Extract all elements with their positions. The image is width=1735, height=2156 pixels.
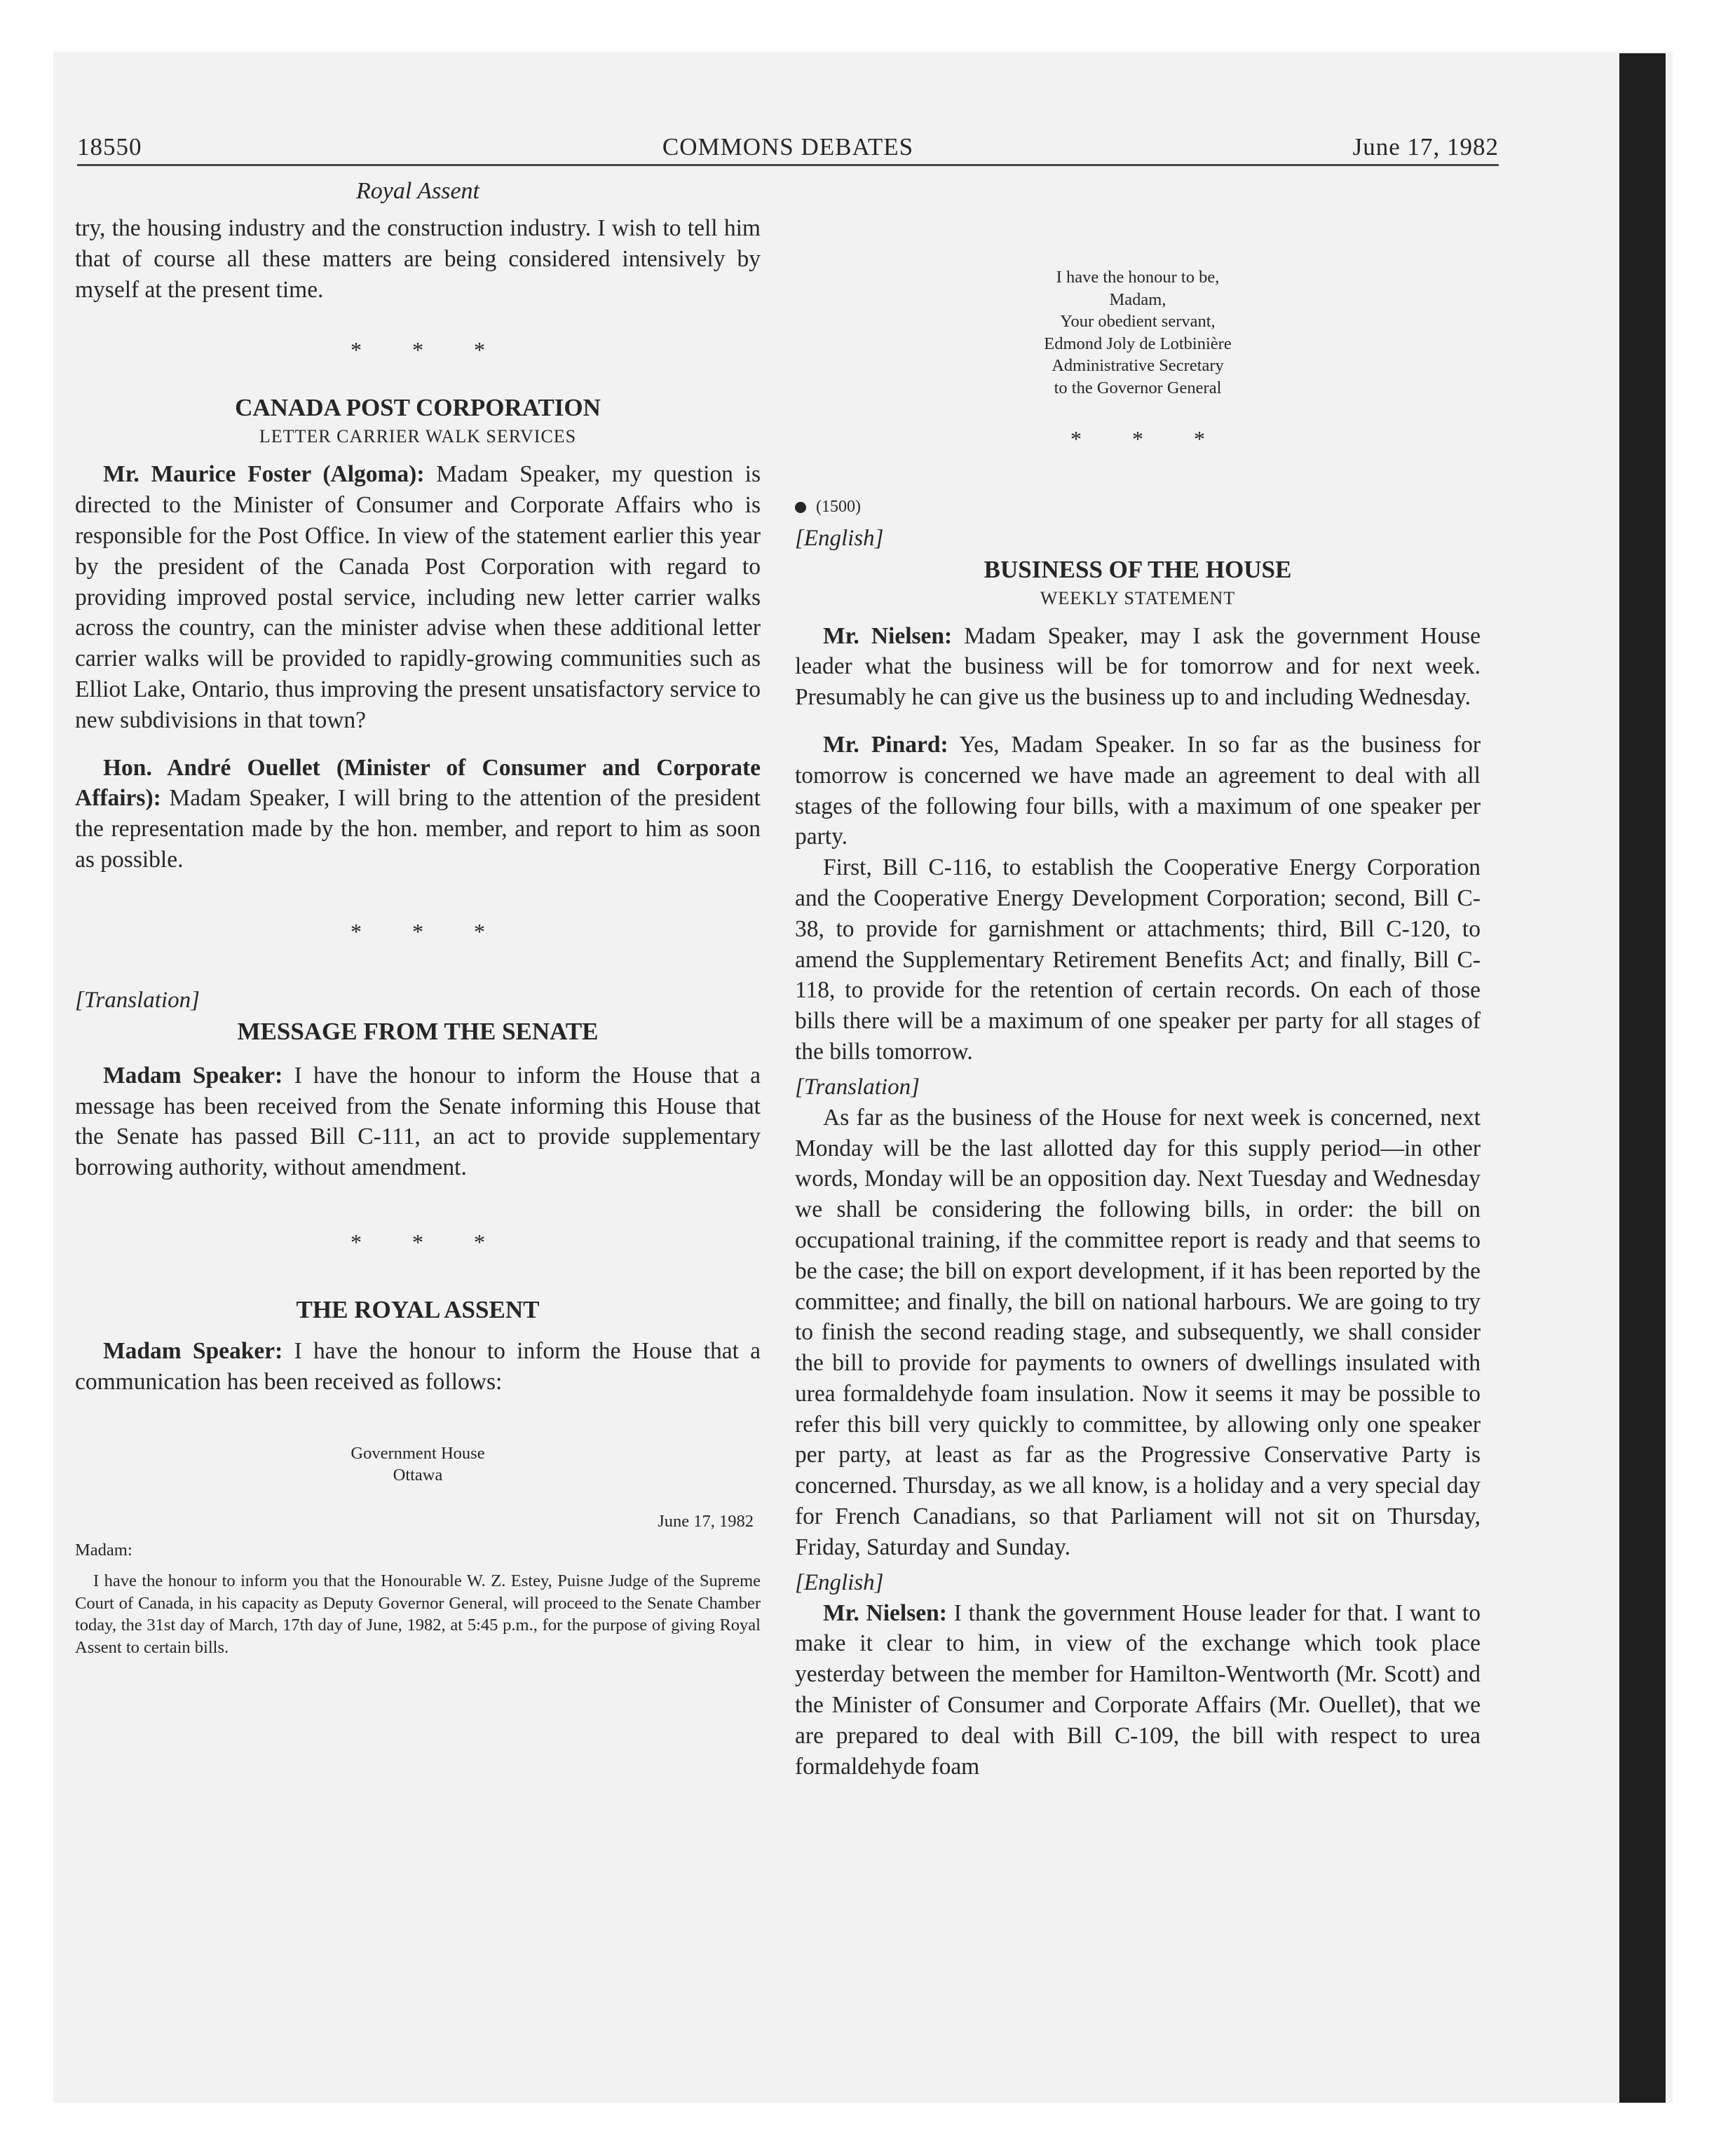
subsection-heading: LETTER CARRIER WALK SERVICES <box>259 426 577 447</box>
language-tag: [English] <box>795 1569 884 1595</box>
speech-paragraph <box>795 730 1481 852</box>
paragraph: try, the housing industry and the construction industry. I wish to tell him that of course all these matters are being considered intensively by myself at the present time. <box>75 215 761 303</box>
speech-paragraph <box>75 753 761 875</box>
speaker-name: Mr. Maurice Foster (Algoma): <box>103 461 425 488</box>
section-separator: * * * <box>351 1229 508 1255</box>
letter-closing: Madam, <box>1109 289 1166 309</box>
issue-date: June 17, 1982 <box>1352 133 1499 161</box>
section-heading: THE ROYAL ASSENT <box>296 1295 540 1323</box>
running-head: Royal Assent <box>356 178 479 204</box>
section-separator: * * * <box>351 918 508 944</box>
speech-text: I thank the government House leader for that. I want to make it clear to him, in view of the exchange which took place yesterday between the member for Hamilton-Wentworth (Mr. Scott) and the Minister of Consumer and Corporate Affairs (Mr. Ouellet), that we are prepared to deal with Bill C-109, the bill with respect to urea formaldehyde foam <box>795 1599 1481 1780</box>
letter-signatory: Edmond Joly de Lotbinière <box>1044 334 1232 353</box>
right-column <box>795 266 1481 1782</box>
language-tag: [English] <box>795 525 884 551</box>
letter-address: Government House <box>351 1443 485 1463</box>
speaker-name: Madam Speaker: <box>103 1062 283 1089</box>
letter-salutation: Madam: <box>75 1541 132 1560</box>
section-separator: * * * <box>1070 425 1227 451</box>
speech-paragraph <box>75 459 761 735</box>
letter-closing: Your obedient servant, <box>1060 312 1216 332</box>
section-heading: MESSAGE FROM THE SENATE <box>237 1017 599 1045</box>
letter-closing: to the Governor General <box>1054 378 1222 397</box>
left-column <box>75 177 761 1658</box>
speech-paragraph <box>75 1060 761 1183</box>
speech-paragraph <box>75 1336 761 1398</box>
paragraph: First, Bill C-116, to establish the Cooperative Energy Corporation and the Cooperative Energy Development Corporation; second, Bill C-38, to provide for garnishment or attachments; third, Bill C-120, to amend the Supplementary Retirement Benefits Act; and finally, Bill C-118, to provide for the retention of certain records. On each of those bills there will be a maximum of one speaker per party for all stages of the bills tomorrow. <box>795 854 1481 1065</box>
speaker-name: Mr. Nielsen: <box>823 622 953 649</box>
section-heading: CANADA POST CORPORATION <box>235 394 601 422</box>
speech-paragraph <box>795 1598 1481 1782</box>
letter-date: June 17, 1982 <box>658 1511 754 1531</box>
speech-text: Madam Speaker, may I ask the government House leader what the business will be for tomorrow and for next week. Presumably he can give us the business up to and including Wednesday. <box>795 622 1481 711</box>
speaker-name: Mr. Pinard: <box>823 731 948 758</box>
speech-text: Madam Speaker, my question is directed to the Minister of Consumer and Corporate Affairs who is responsible for the Post Office. In view of the statement earlier this year by the president of the Canada Post Corporation with regard to providing improved postal service, including new letter carrier walks across the country, can the minister advise when these additional letter carrier walks will be provided to rapidly-growing communities such as Elliot Lake, Ontario, thus improving the present unsatisfactory service to new subdivisions in that town? <box>75 461 761 733</box>
time-marker-text: (1500) <box>816 497 861 516</box>
section-separator: * * * <box>351 337 508 363</box>
subsection-heading: WEEKLY STATEMENT <box>1040 587 1236 608</box>
letter-closing: I have the honour to be, <box>1056 268 1220 287</box>
letter-closing: Administrative Secretary <box>1052 356 1224 376</box>
letter-body: I have the honour to inform you that the Honourable W. Z. Estey, Puisne Judge of the Supreme Court of Canada, in his capacity as Deputy Governor General, will proceed to the Senate Chamber today, the 31st day of March, 17th day of June, 1982, at 5:45 p.m., for the purpose of giving Royal Assent to certain bills. <box>75 1571 761 1657</box>
speech-text: Madam Speaker, I will bring to the attention of the president the representation made by the hon. member, and report to him as soon as possible. <box>75 785 761 873</box>
publication-title: COMMONS DEBATES <box>662 133 914 161</box>
speech-text: I have the honour to inform the House that a communication has been received as follows: <box>75 1337 761 1395</box>
speaker-name: Madam Speaker: <box>103 1337 283 1364</box>
language-tag: [Translation] <box>75 987 200 1013</box>
speech-paragraph <box>795 621 1481 713</box>
speech-text: I have the honour to inform the House that a message has been received from the Senate informing this House that the Senate has passed Bill C-111, an act to provide supplementary borrowing authority, without amendment. <box>75 1062 761 1181</box>
page-header <box>77 125 1499 166</box>
bullet-dot <box>795 502 806 513</box>
time-marker <box>795 495 1481 519</box>
scan-dark-edge <box>1619 53 1666 2103</box>
speech-text: Yes, Madam Speaker. In so far as the business for tomorrow is concerned we have made an agreement to deal with all stages of the following four bills, with a maximum of one speaker per party. <box>795 731 1481 850</box>
speaker-name: Mr. Nielsen: <box>823 1599 947 1626</box>
paragraph: As far as the business of the House for next week is concerned, next Monday will be the last allotted day for this supply period—in other words, Monday will be an opposition day. Next Tuesday and Wednesday we shall be considering the following bills, in order: the bill on occupational training, if the committee report is ready and that seems to be the case; the bill on export development, if it has been reported by the committee; and finally, the bill on national harbours. We are going to try to finish the second reading stage, and subsequently, we shall consider the bill to provide for payments to owners of dwellings insulated with urea formaldehyde foam insulation. Now it seems it may be possible to refer this bill very quickly to committee, by allowing only one speaker per party, at least as far as the Progressive Conservative Party is concerned. Thursday, as we all know, is a holiday and a very special day for French Canadians, so that Parliament will not sit on Thursday, Friday, Saturday and Sunday. <box>795 1104 1481 1560</box>
letter-address: Ottawa <box>393 1466 443 1485</box>
section-heading: BUSINESS OF THE HOUSE <box>984 555 1292 583</box>
language-tag: [Translation] <box>795 1074 920 1100</box>
page-number: 18550 <box>77 133 142 161</box>
speaker-name: Hon. André Ouellet (Minister of Consumer and Corporate Affairs): <box>75 754 761 812</box>
